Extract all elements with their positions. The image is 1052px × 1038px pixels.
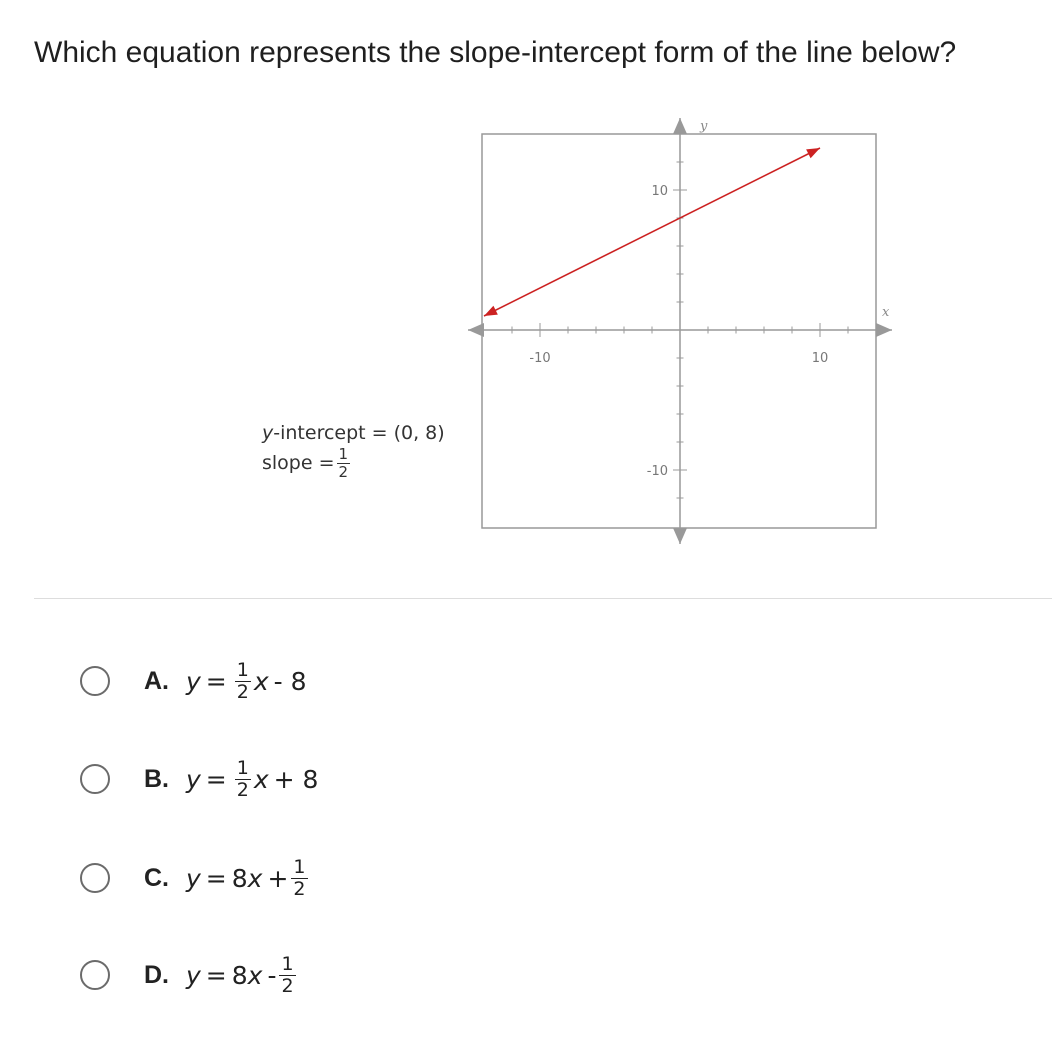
eq-var: x	[247, 863, 263, 893]
x-axis-label: x	[882, 305, 890, 320]
option-equation	[186, 658, 307, 703]
option-c[interactable]	[80, 853, 311, 903]
eq-constant: + 8	[273, 764, 319, 794]
option-letter: D.	[144, 960, 169, 989]
eq-sign: =	[205, 863, 227, 893]
eq-numerator: 1	[236, 658, 249, 681]
series-line	[484, 148, 820, 316]
radio-button[interactable]	[80, 764, 110, 794]
option-d[interactable]	[80, 950, 299, 1000]
radio-button[interactable]	[80, 666, 110, 696]
eq-lhs: y	[186, 960, 201, 990]
series-arrow-start	[484, 306, 498, 316]
eq-denominator: 2	[236, 680, 249, 703]
radio-button[interactable]	[80, 960, 110, 990]
y-axis-label: y	[700, 119, 708, 134]
option-equation	[186, 952, 299, 997]
eq-numerator: 1	[236, 756, 249, 779]
eq-operator: -	[267, 960, 277, 990]
option-b[interactable]	[80, 754, 318, 804]
eq-sign: =	[205, 960, 227, 990]
x-tick-label: -10	[529, 351, 551, 366]
x-tick-label: 10	[811, 351, 829, 366]
option-equation	[186, 756, 319, 801]
eq-operator: +	[267, 863, 289, 893]
x-axis-arrow-left	[468, 323, 484, 337]
eq-coefficient: 8	[231, 960, 248, 990]
graph-info	[262, 418, 445, 481]
section-divider	[34, 598, 1052, 599]
eq-fraction	[291, 855, 307, 900]
eq-sign: =	[205, 764, 227, 794]
option-letter: A.	[144, 666, 169, 695]
y-axis-arrow-down	[673, 528, 687, 544]
eq-numerator: 1	[293, 855, 306, 878]
eq-lhs: y	[186, 666, 201, 696]
option-equation	[186, 855, 311, 900]
slope-text: slope =	[262, 452, 335, 474]
coordinate-plane	[460, 112, 910, 552]
plot-frame	[482, 134, 876, 528]
series-arrow-end	[806, 148, 820, 158]
eq-var: x	[253, 666, 269, 696]
slope-numerator: 1	[338, 444, 349, 463]
eq-var: x	[253, 764, 269, 794]
option-letter: C.	[144, 863, 169, 892]
eq-denominator: 2	[236, 778, 249, 801]
eq-fraction	[235, 756, 251, 801]
eq-denominator: 2	[281, 974, 294, 997]
eq-coefficient: 8	[231, 863, 248, 893]
eq-lhs: y	[186, 863, 201, 893]
eq-fraction	[279, 952, 295, 997]
eq-constant: - 8	[273, 666, 307, 696]
eq-denominator: 2	[293, 877, 306, 900]
eq-lhs: y	[186, 764, 201, 794]
intercept-var: y	[262, 422, 274, 444]
x-axis-arrow-right	[876, 323, 892, 337]
eq-fraction	[235, 658, 251, 703]
y-tick-label: -10	[646, 464, 668, 479]
question-text: Which equation represents the slope-intercept form of the line below?	[34, 36, 957, 69]
slope-label	[262, 444, 445, 481]
y-intercept-label	[262, 418, 445, 448]
intercept-text: -intercept = (0, 8)	[273, 422, 445, 444]
option-letter: B.	[144, 764, 169, 793]
eq-var: x	[247, 960, 263, 990]
slope-denominator: 2	[338, 462, 349, 481]
y-axis-arrow-up	[673, 118, 687, 134]
slope-fraction	[337, 444, 351, 481]
option-a[interactable]	[80, 656, 307, 706]
radio-button[interactable]	[80, 863, 110, 893]
y-tick-label: 10	[651, 184, 668, 199]
eq-numerator: 1	[281, 952, 294, 975]
eq-sign: =	[205, 666, 227, 696]
